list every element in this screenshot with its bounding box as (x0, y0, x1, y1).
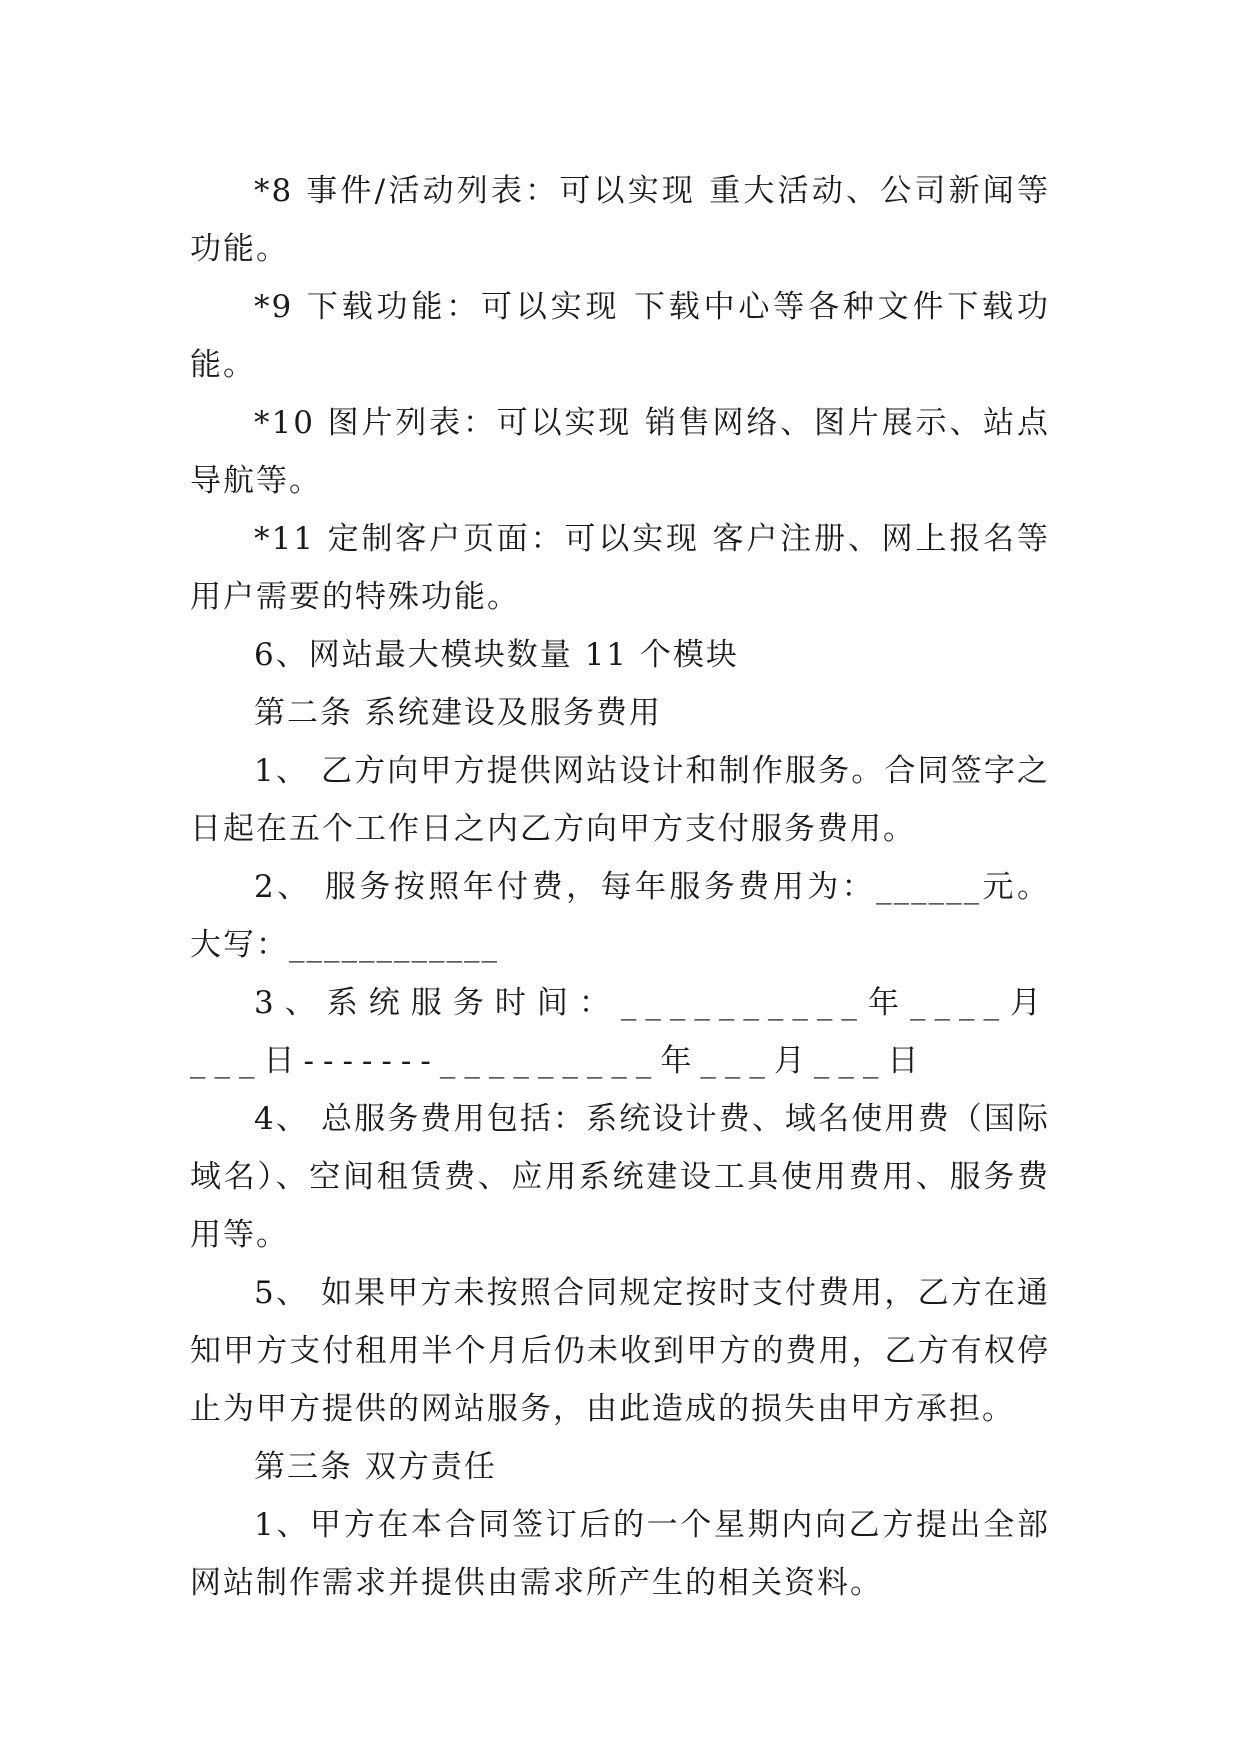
paragraph-fee-2: 2、 服务按照年付费，每年服务费用为：______元。大写：____________ (190, 869, 1050, 963)
section-heading-article-2: 第二条 系统建设及服务费用 (254, 695, 662, 731)
paragraph-item-11: *11 定制客户页面：可以实现 客户注册、网上报名等用户需要的特殊功能。 (190, 521, 1050, 615)
paragraph-item-10: *10 图片列表：可以实现 销售网络、图片展示、站点导航等。 (190, 405, 1050, 499)
paragraph-duty-1: 1、甲方在本合同签订后的一个星期内向乙方提出全部网站制作需求并提供由需求所产生的相关资料。 (190, 1507, 1050, 1601)
paragraph-item-9: *9 下载功能：可以实现 下载中心等各种文件下载功能。 (190, 289, 1050, 383)
paragraph-fee-5: 5、 如果甲方未按照合同规定按时支付费用，乙方在通知甲方支付租用半个月后仍未收到甲方的费用，乙方有权停止为甲方提供的网站服务，由此造成的损失由甲方承担。 (190, 1275, 1050, 1427)
paragraph-fee-4: 4、 总服务费用包括：系统设计费、域名使用费（国际域名）、空间租赁费、应用系统建设工具使用费用、服务费用等。 (190, 1101, 1050, 1253)
section-heading-article-3: 第三条 双方责任 (254, 1449, 497, 1485)
paragraph-fee-1: 1、 乙方向甲方提供网站设计和制作服务。合同签字之日起在五个工作日之内乙方向甲方支付服务费用。 (190, 753, 1050, 847)
document-body (190, 162, 1050, 1612)
paragraph-module-count: 6、网站最大模块数量 11 个模块 (254, 637, 739, 673)
paragraph-item-8: *8 事件/活动列表：可以实现 重大活动、公司新闻等功能。 (190, 173, 1050, 267)
paragraph-fee-3: 3、系统服务时间：__________年____月___日-------_________年___月___日 (190, 985, 1050, 1079)
